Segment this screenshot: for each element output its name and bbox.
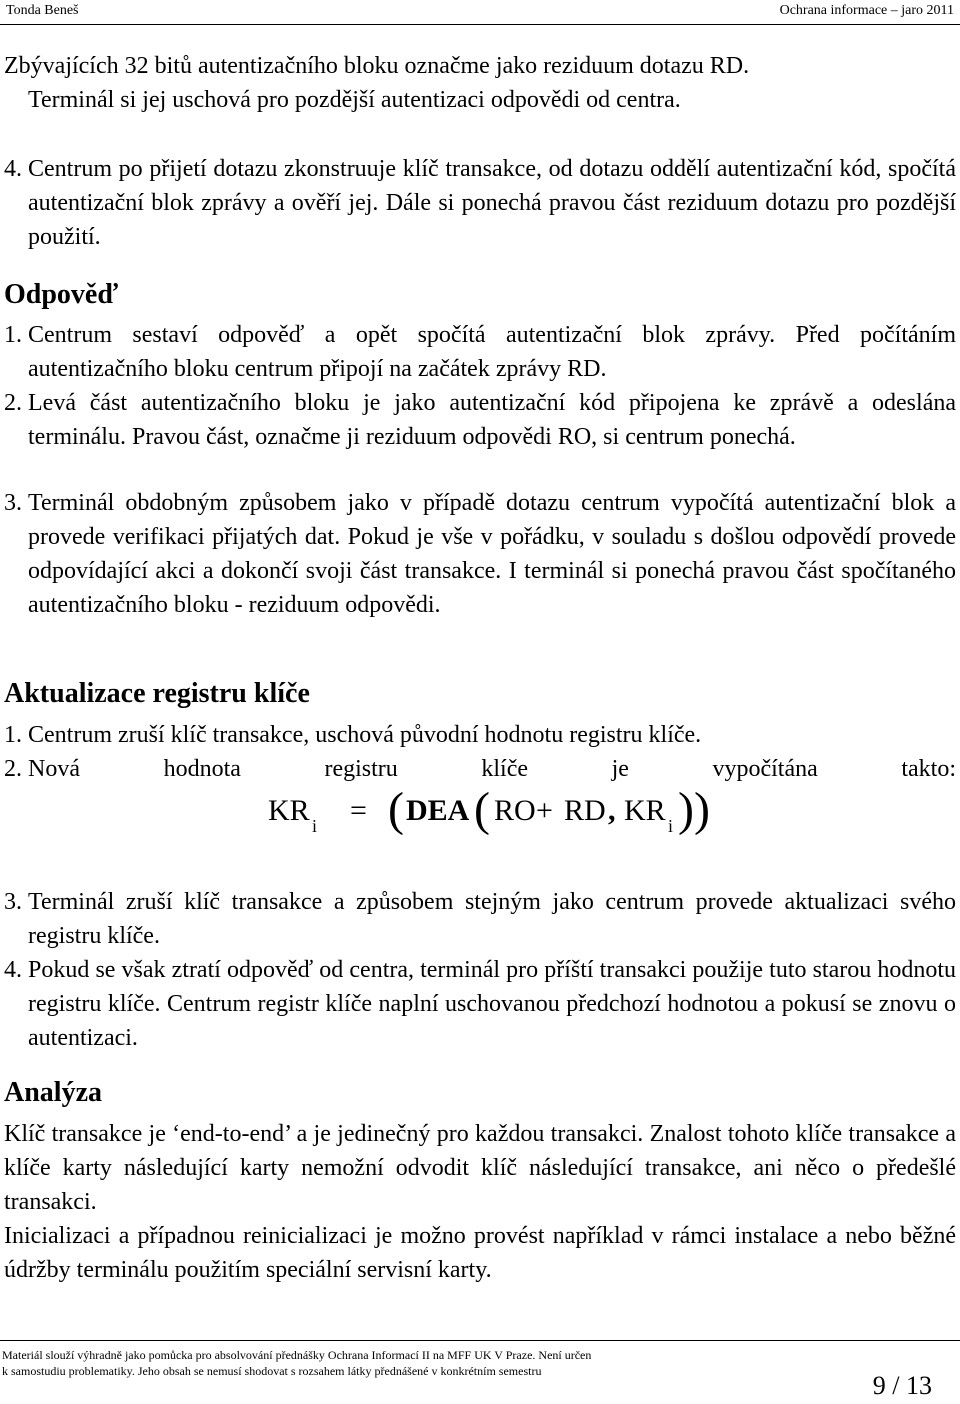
formula-close-paren: ) <box>694 783 710 836</box>
formula-kr-2: KR <box>624 794 666 827</box>
section-title-analyza: Analýza <box>4 1077 102 1108</box>
formula-equals: = <box>350 794 367 827</box>
page-header <box>0 0 960 25</box>
footer-note <box>2 1347 722 1379</box>
page-number: 9 / 13 <box>872 1371 932 1400</box>
aktualizace-item-4: Pokud se však ztratí odpověď od centra, terminál pro příští transakci použije tuto starou hodnotu registru klíče. Centrum registr klíče naplní uschovanou předchozí hodnotou a pokusí se znovu o autentizaci. <box>28 957 956 1051</box>
footer-note-line-2: k samostudiu problematiky. Jeho obsah se nemusí shodovat s rozsahem látky přednášené v konkrétním semestru <box>2 1364 542 1378</box>
formula-open-paren: ( <box>388 783 404 836</box>
aktualizace-item-3: Terminál zruší klíč transakce a způsobem stejným jako centrum provede aktualizaci svého registru klíče. <box>28 889 956 949</box>
aktualizace-item-number: 2. <box>4 756 22 782</box>
footer-note-line-1: Materiál slouží výhradně jako pomůcka pro absolvování přednášky Ochrana Informací II na MFF UK V Praze. Není určen <box>2 1348 592 1362</box>
item-4-text: Centrum po přijetí dotazu zkonstruuje klíč transakce, od dotazu oddělí autentizační kód, spočítá autentizační blok zprávy a ověří jej. Dále si ponechá pravou část reziduum dotazu pro pozdější použití. <box>28 156 956 250</box>
formula-plus: + <box>536 794 553 827</box>
odpoved-item-number: 1. <box>4 322 22 348</box>
aktualizace-item-2: Nová hodnota registru klíče je vypočítána takto: <box>28 756 956 782</box>
aktualizace-item-number: 3. <box>4 889 22 915</box>
header-author: Tonda Beneš <box>6 3 79 18</box>
formula-subscript-i: i <box>312 816 318 836</box>
intro-line-1: Zbývajících 32 bitů autentizačního bloku označme jako reziduum dotazu RD. <box>4 53 750 79</box>
odpoved-item-number: 3. <box>4 490 22 516</box>
header-course: Ochrana informace – jaro 2011 <box>779 3 954 18</box>
formula-open-paren-inner: ( <box>474 783 490 836</box>
formula-comma: , <box>608 794 616 827</box>
odpoved-item-2: Levá část autentizačního bloku je jako autentizační kód připojena ke zprávě a odeslána terminálu. Pravou část, označme ji reziduum odpovědi RO, si centrum ponechá. <box>28 390 956 450</box>
formula-dea: DEA <box>406 794 470 827</box>
aktualizace-item-number: 1. <box>4 722 22 748</box>
formula-kr: KR <box>268 794 310 827</box>
page-footer <box>0 1340 960 1404</box>
intro-line-2: Terminál si jej uschová pro pozdější autentizaci odpovědi od centra. <box>28 87 681 113</box>
odpoved-item-number: 2. <box>4 390 22 416</box>
odpoved-item-3: Terminál obdobným způsobem jako v případě dotazu centrum vypočítá autentizační blok a provede verifikaci přijatých dat. Pokud je vše v pořádku, v souladu s došlou odpovědí provede odpovídající akci a dokončí svoji část transakce. I terminál si ponechá pravou část spočítaného autentizačního bloku - reziduum odpovědi. <box>28 490 956 618</box>
aktualizace-item-number: 4. <box>4 957 22 983</box>
formula-subscript-i-2: i <box>668 816 674 836</box>
formula-rd: RD <box>564 794 606 827</box>
aktualizace-item-1: Centrum zruší klíč transakce, uschová původní hodnotu registru klíče. <box>28 722 702 748</box>
formula-ro: RO <box>494 794 536 827</box>
section-title-aktualizace: Aktualizace registru klíče <box>4 678 310 709</box>
formula-close-paren-inner: ) <box>678 783 694 836</box>
analyza-paragraph-1: Klíč transakce je ‘end-to-end’ a je jedinečný pro každou transakci. Znalost tohoto klíče transakce a klíče karty následující karty nemožní odvodit klíč následující transakce, ani něco o předešlé transakci. <box>4 1121 956 1215</box>
section-title-odpoved: Odpověď <box>4 279 118 310</box>
odpoved-item-1: Centrum sestaví odpověď a opět spočítá autentizační blok zprávy. Před počítáním autentizačního bloku centrum připojí na začátek zprávy RD. <box>28 322 956 382</box>
analyza-paragraph-2: Inicializaci a případnou reinicializaci je možno provést například v rámci instalace a nebo běžné údržby terminálu použitím speciální servisní karty. <box>4 1223 956 1283</box>
item-number: 4. <box>4 156 22 182</box>
